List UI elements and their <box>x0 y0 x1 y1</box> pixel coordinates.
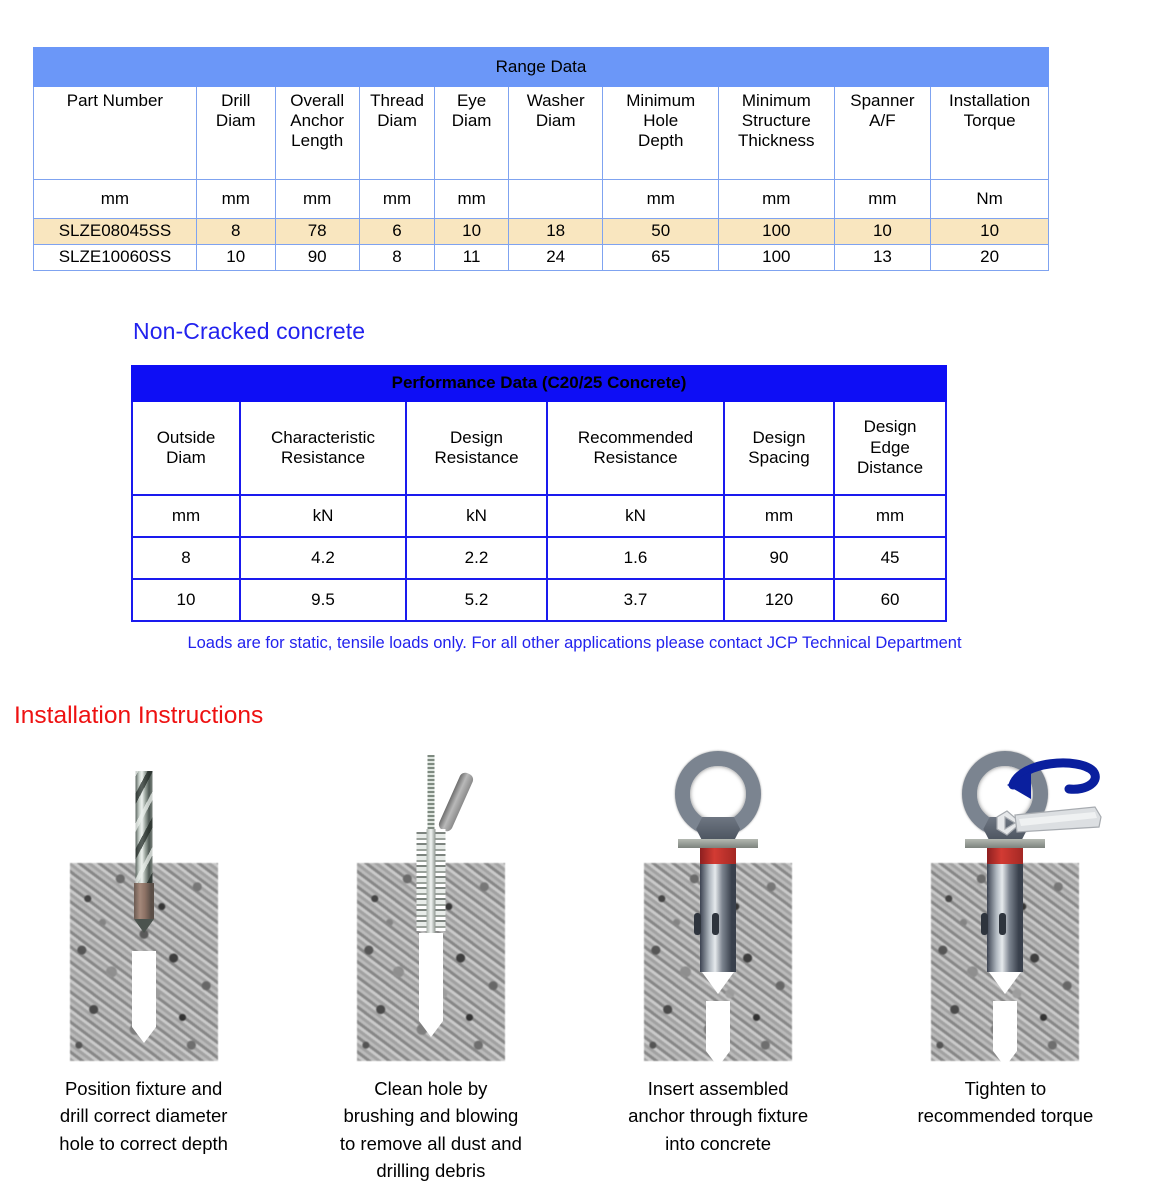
cell-thread-diam: 6 <box>359 219 435 245</box>
col-header-overall-anchor-length: Overall Anchor Length <box>275 87 359 180</box>
unit-cell: mm <box>359 180 435 219</box>
cell-overall-anchor-length: 90 <box>275 245 359 271</box>
cell-part-number: SLZE10060SS <box>34 245 197 271</box>
performance-data-units-row <box>132 495 946 537</box>
cell-eye-diam: 10 <box>435 219 509 245</box>
range-data-table <box>33 47 1049 271</box>
insert-anchor-figure <box>608 745 828 1065</box>
col-header-recommended-resistance: Recommended Resistance <box>547 401 724 495</box>
table-row <box>132 579 946 621</box>
range-data-title: Range Data <box>34 48 1049 87</box>
caption-line: anchor through fixture <box>628 1105 809 1127</box>
col-header-design-resistance: Design Resistance <box>406 401 547 495</box>
tighten-anchor-figure <box>895 745 1115 1065</box>
unit-cell: kN <box>406 495 547 537</box>
install-step-4 <box>862 745 1149 1185</box>
unit-cell: mm <box>34 180 197 219</box>
install-step-1-caption <box>24 1075 264 1157</box>
brush-core-icon <box>426 829 435 933</box>
unit-cell: mm <box>132 495 240 537</box>
range-data-units-row <box>34 180 1049 219</box>
non-cracked-concrete-heading: Non-Cracked concrete <box>133 318 366 344</box>
drilled-hole-icon <box>706 1001 730 1051</box>
rotation-arrow-icon <box>1007 755 1103 811</box>
drilled-hole-icon <box>419 933 443 1021</box>
caption-line: hole to correct depth <box>59 1132 228 1154</box>
anchor-red-band-icon <box>700 848 736 864</box>
unit-cell: kN <box>547 495 724 537</box>
caption-line: drill correct diameter <box>59 1105 228 1127</box>
unit-cell: mm <box>435 180 509 219</box>
install-step-1 <box>0 745 287 1185</box>
caption-line: recommended torque <box>917 1105 1094 1127</box>
cell-design-edge-distance: 60 <box>834 579 946 621</box>
cell-outside-diam: 10 <box>132 579 240 621</box>
anchor-red-band-icon <box>987 848 1023 864</box>
col-header-washer-diam: Washer Diam <box>508 87 603 180</box>
caption-line: Clean hole by <box>374 1078 488 1099</box>
table-row <box>132 537 946 579</box>
drill-bit-tip-icon <box>134 883 154 919</box>
unit-cell: mm <box>196 180 275 219</box>
col-header-installation-torque: Installation Torque <box>931 87 1049 180</box>
drill-flute-icon <box>135 771 152 883</box>
unit-cell: mm <box>275 180 359 219</box>
install-step-3 <box>575 745 862 1185</box>
anchor-slot-icon <box>999 913 1006 935</box>
unit-cell: mm <box>719 180 835 219</box>
cell-spanner-af: 13 <box>834 245 931 271</box>
drill-into-concrete-figure <box>34 745 254 1065</box>
install-step-3-caption <box>598 1075 838 1157</box>
performance-data-title: Performance Data (C20/25 Concrete) <box>132 366 946 401</box>
cell-recommended-resistance: 1.6 <box>547 537 724 579</box>
col-header-eye-diam: Eye Diam <box>435 87 509 180</box>
unit-cell: mm <box>834 495 946 537</box>
cell-spanner-af: 10 <box>834 219 931 245</box>
caption-line: to remove all dust and <box>339 1132 522 1154</box>
cell-characteristic-resistance: 9.5 <box>240 579 406 621</box>
range-data-header-row <box>34 87 1049 180</box>
performance-data-header-row <box>132 401 946 495</box>
cell-part-number: SLZE08045SS <box>34 219 197 245</box>
caption-line: brushing and blowing <box>343 1105 519 1127</box>
table-row <box>34 245 1049 271</box>
unit-cell: kN <box>240 495 406 537</box>
cell-design-resistance: 5.2 <box>406 579 547 621</box>
drill-bit-shank-icon <box>135 771 152 883</box>
col-header-thread-diam: Thread Diam <box>359 87 435 180</box>
cell-washer-diam: 18 <box>508 219 603 245</box>
unit-cell: mm <box>603 180 719 219</box>
col-header-design-spacing: Design Spacing <box>724 401 834 495</box>
col-header-characteristic-resistance: Characteristic Resistance <box>240 401 406 495</box>
blow-pump-tube-icon <box>437 771 475 833</box>
performance-data-table <box>131 365 947 622</box>
install-step-2-caption <box>311 1075 551 1185</box>
install-step-2 <box>287 745 574 1185</box>
installation-steps <box>0 745 1149 1185</box>
cell-installation-torque: 10 <box>931 219 1049 245</box>
col-header-part-number: Part Number <box>34 87 197 180</box>
caption-line: Position fixture and <box>64 1078 223 1099</box>
cell-drill-diam: 8 <box>196 219 275 245</box>
cell-outside-diam: 8 <box>132 537 240 579</box>
cell-minimum-structure-thickness: 100 <box>719 245 835 271</box>
cell-eye-diam: 11 <box>435 245 509 271</box>
cell-minimum-structure-thickness: 100 <box>719 219 835 245</box>
anchor-tip-icon <box>702 972 734 994</box>
installation-instructions-heading: Installation Instructions <box>14 702 264 729</box>
unit-cell: mm <box>724 495 834 537</box>
cell-design-resistance: 2.2 <box>406 537 547 579</box>
brush-wire-icon <box>427 755 434 833</box>
install-step-4-caption <box>885 1075 1125 1130</box>
drill-bit-point-icon <box>134 919 154 933</box>
brush-clean-hole-figure <box>321 745 541 1065</box>
anchor-slot-icon <box>694 913 701 935</box>
col-header-spanner-af: Spanner A/F <box>834 87 931 180</box>
cell-design-spacing: 90 <box>724 537 834 579</box>
unit-cell: Nm <box>931 180 1049 219</box>
cell-minimum-hole-depth: 65 <box>603 245 719 271</box>
cell-overall-anchor-length: 78 <box>275 219 359 245</box>
caption-line: Insert assembled <box>647 1078 789 1099</box>
cell-design-edge-distance: 45 <box>834 537 946 579</box>
cell-drill-diam: 10 <box>196 245 275 271</box>
col-header-drill-diam: Drill Diam <box>196 87 275 180</box>
drilled-hole-icon <box>993 1001 1017 1051</box>
caption-line: into concrete <box>665 1132 772 1154</box>
cell-characteristic-resistance: 4.2 <box>240 537 406 579</box>
anchor-slot-icon <box>981 913 988 935</box>
anchor-tip-icon <box>989 972 1021 994</box>
unit-cell: mm <box>834 180 931 219</box>
hex-nut-icon <box>696 817 740 841</box>
col-header-minimum-structure-thickness: Minimum Structure Thickness <box>719 87 835 180</box>
drilled-hole-icon <box>132 951 156 1027</box>
cell-thread-diam: 8 <box>359 245 435 271</box>
loads-note: Loads are for static, tensile loads only. For all other applications please contact JCP Technical Department <box>187 634 962 652</box>
caption-line: drilling debris <box>376 1160 486 1182</box>
cell-recommended-resistance: 3.7 <box>547 579 724 621</box>
anchor-slot-icon <box>712 913 719 935</box>
cell-installation-torque: 20 <box>931 245 1049 271</box>
cell-design-spacing: 120 <box>724 579 834 621</box>
col-header-design-edge-distance: Design Edge Distance <box>834 401 946 495</box>
table-row <box>34 219 1049 245</box>
cell-minimum-hole-depth: 50 <box>603 219 719 245</box>
cell-washer-diam: 24 <box>508 245 603 271</box>
col-header-outside-diam: Outside Diam <box>132 401 240 495</box>
unit-cell <box>508 180 603 219</box>
col-header-minimum-hole-depth: Minimum Hole Depth <box>603 87 719 180</box>
washer-icon <box>678 839 758 848</box>
caption-line: Tighten to <box>964 1078 1047 1099</box>
